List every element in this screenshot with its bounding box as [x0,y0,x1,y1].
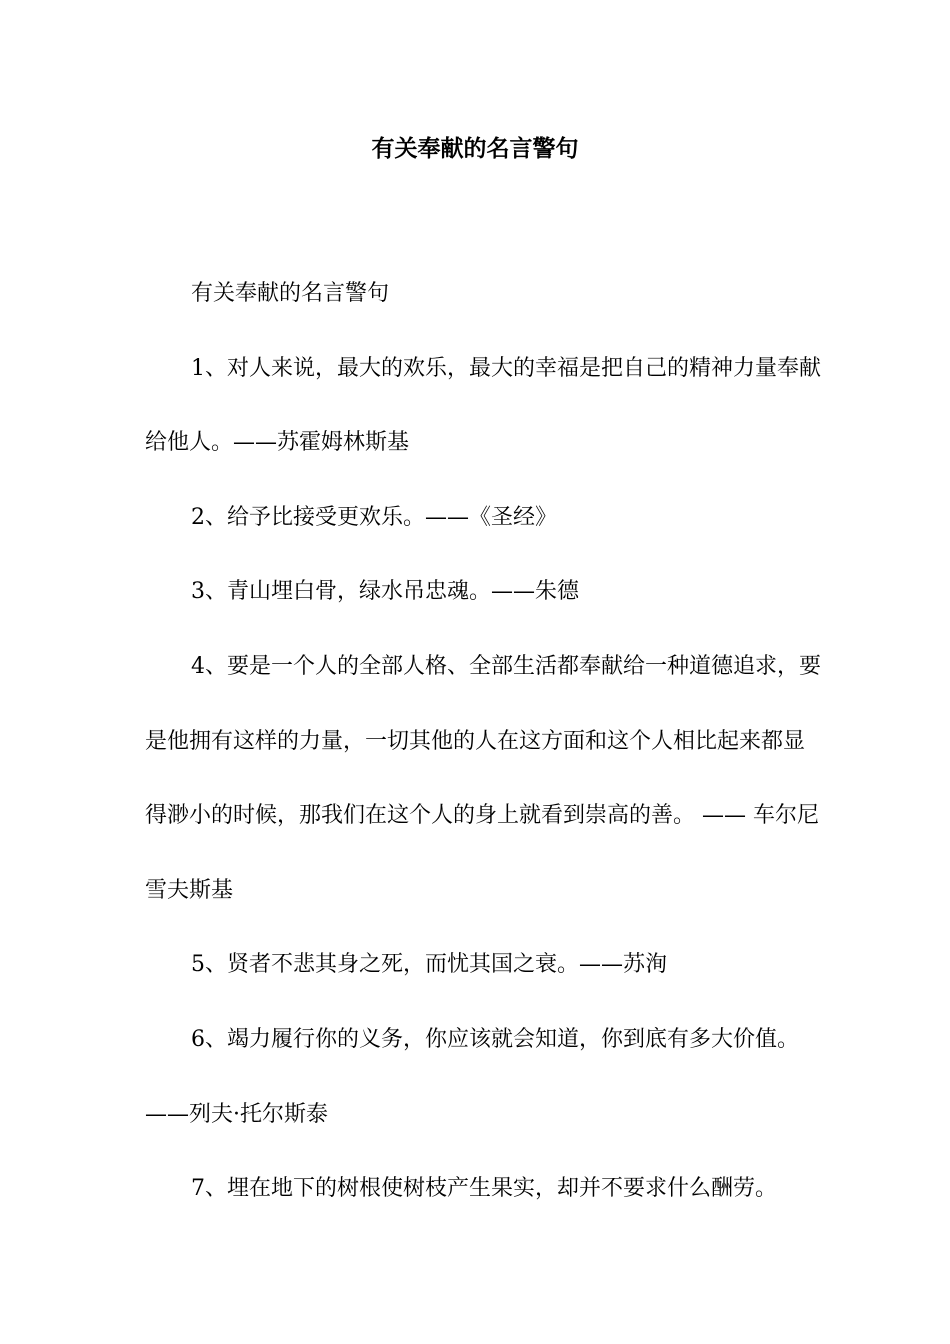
document-body [145,257,825,1227]
quote-5: 5、贤者不悲其身之死，而忧其国之衰。——苏洵 [191,952,667,978]
quote-2: 2、给予比接受更欢乐。——《圣经》 [191,504,557,530]
quote-4: 4、要是一个人的全部人格、全部生活都奉献给一种道德追求，要是他拥有这样的力量，一切其他的人在这方面和这个人相比起来都显得渺小的时候，那我们在这个人的身上就看到崇高的善。 —— 车尔尼雪夫斯基 [145,653,821,903]
quote-3: 3、青山埋白骨，绿水吊忠魂。——朱德 [191,579,579,605]
quote-6: 6、竭力履行你的义务，你应该就会知道，你到底有多大价值。——列夫·托尔斯泰 [145,1026,799,1127]
document-title: 有关奉献的名言警句 [371,136,579,162]
paragraph-subtitle: 有关奉献的名言警句 [191,281,390,306]
quote-7: 7、埋在地下的树根使树枝产生果实，却并不要求什么酬劳。 [191,1176,777,1202]
quote-1: 1、对人来说，最大的欢乐，最大的幸福是把自己的精神力量奉献给他人。——苏霍姆林斯基 [145,355,821,456]
